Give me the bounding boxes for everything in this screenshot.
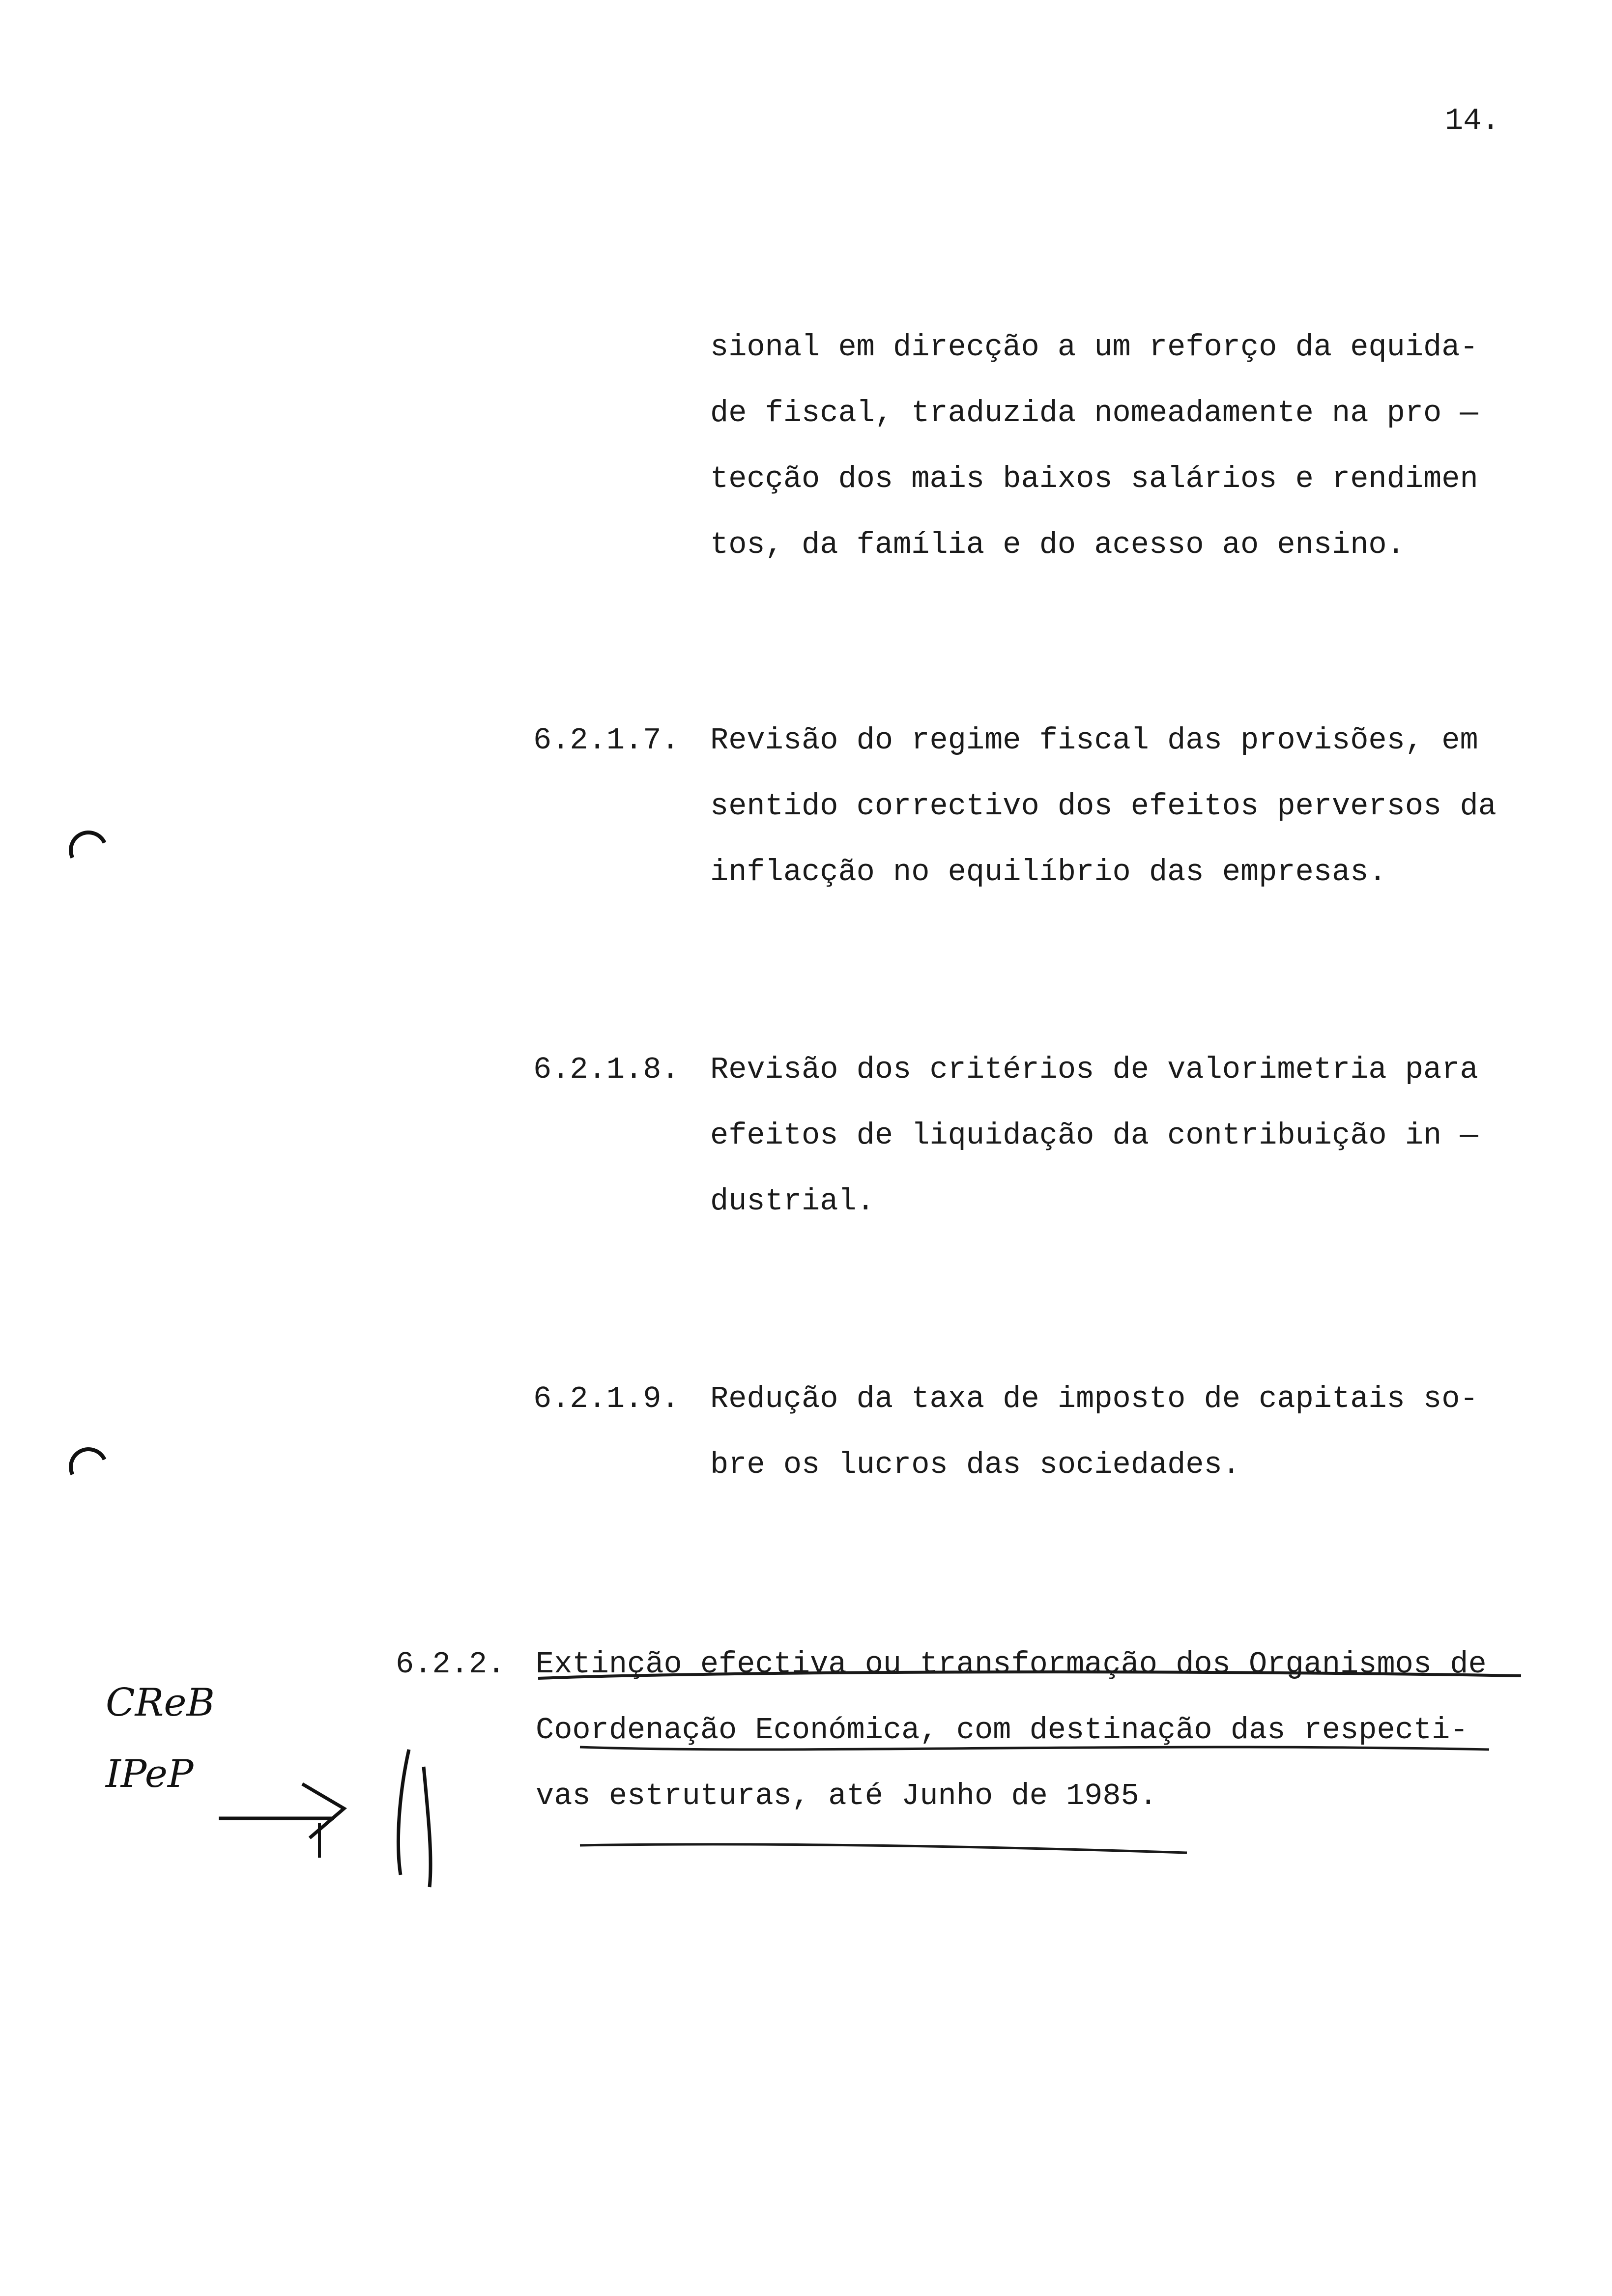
arrow-mark	[302, 1784, 344, 1838]
text-line: sentido correctivo dos efeitos perversos da	[710, 789, 1497, 824]
text-line: tos, da família e do acesso ao ensino.	[710, 527, 1405, 562]
text-line: de fiscal, traduzida nomeadamente na pro —	[710, 396, 1478, 430]
text-line: bre os lucros das sociedades.	[710, 1447, 1240, 1482]
text-line: Revisão dos critérios de valorimetria para	[710, 1052, 1478, 1087]
text-line: Revisão do regime fiscal das provisões, em	[710, 723, 1478, 758]
text-line: Redução da taxa de imposto de capitais so-	[710, 1381, 1478, 1416]
text-line: sional em direcção a um reforço da equida-	[710, 330, 1478, 365]
underline-mark	[580, 1747, 1489, 1750]
text-line: efeitos de liquidação da contribuição in —	[710, 1118, 1478, 1153]
underline-mark	[538, 1672, 1521, 1678]
page-number: 14.	[1445, 103, 1500, 138]
handwritten-note-line-1: CReB	[106, 1681, 215, 1725]
text-line: inflacção no equilíbrio das empresas.	[710, 855, 1387, 890]
text-line: Coordenação Económica, com destinação das respecti-	[536, 1713, 1468, 1748]
text-line: vas estruturas, até Junho de 1985.	[536, 1779, 1158, 1813]
item-number: 6.2.1.9.	[533, 1381, 680, 1416]
text-line: tecção dos mais baixos salários e rendimen	[710, 461, 1478, 496]
item-number: 6.2.2.	[396, 1647, 506, 1682]
text-line: Extinção efectiva ou transformação dos Organismos de	[536, 1647, 1487, 1682]
underline-mark	[580, 1844, 1187, 1853]
item-number: 6.2.1.7.	[533, 723, 680, 758]
item-number: 6.2.1.8.	[533, 1052, 680, 1087]
bracket-mark	[424, 1767, 431, 1887]
handwritten-note-line-2: IPeP	[106, 1752, 194, 1796]
text-line: dustrial.	[710, 1184, 875, 1219]
bracket-mark	[398, 1750, 409, 1875]
